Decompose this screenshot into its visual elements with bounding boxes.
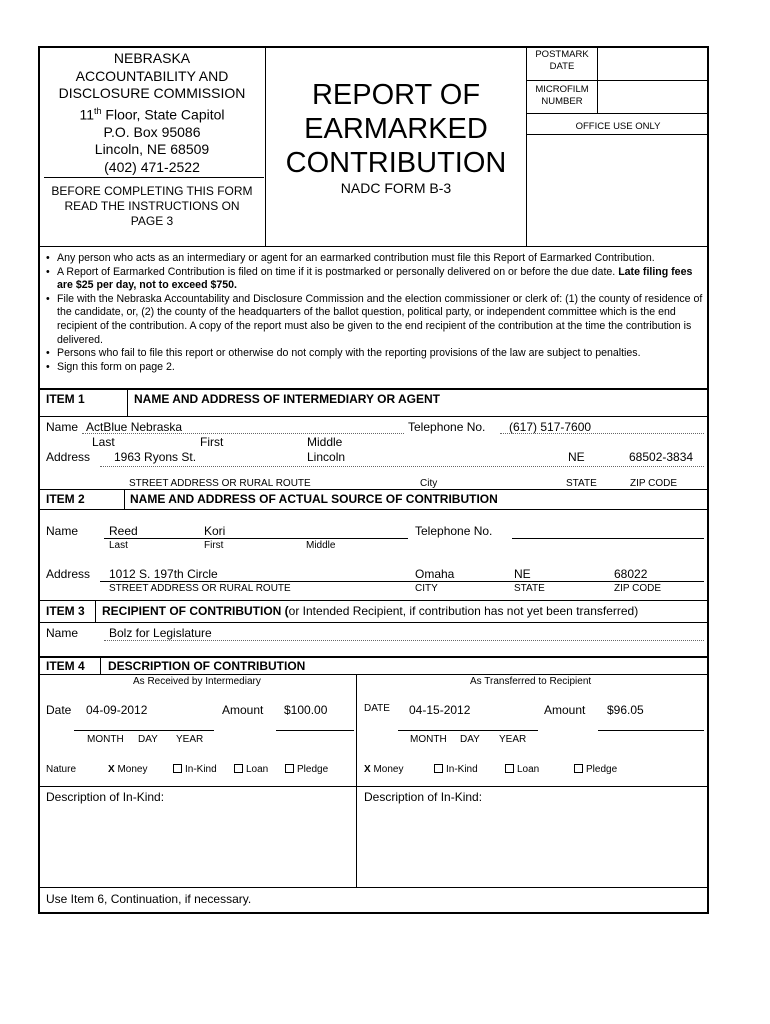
item2-street-caption: STREET ADDRESS OR RURAL ROUTE bbox=[109, 583, 291, 594]
transferred-desc-label: Description of In-Kind: bbox=[364, 790, 483, 804]
item1-name-label: Name bbox=[46, 420, 79, 434]
item2-state-caption: STATE bbox=[514, 583, 545, 594]
transferred-inkind-checkbox[interactable] bbox=[434, 764, 443, 773]
item2-city-caption: CITY bbox=[415, 583, 438, 594]
agency-line3: DISCLOSURE COMMISSION bbox=[58, 85, 246, 101]
transferred-desc-field[interactable] bbox=[360, 806, 704, 884]
received-loan-option[interactable]: Loan bbox=[234, 764, 268, 775]
transferred-pledge-checkbox[interactable] bbox=[574, 764, 583, 773]
item2-name-label: Name bbox=[46, 524, 79, 538]
item1-address-line bbox=[100, 466, 704, 467]
item4-heading: DESCRIPTION OF CONTRIBUTION bbox=[108, 659, 306, 673]
transferred-pledge-option[interactable]: Pledge bbox=[574, 764, 617, 775]
received-date-value[interactable]: 04-09-2012 bbox=[86, 703, 148, 717]
received-money-option[interactable]: X Money bbox=[108, 764, 148, 775]
instruction-5: • Sign this form on page 2. bbox=[45, 361, 705, 375]
item3-top-rule bbox=[39, 600, 708, 601]
inkind-top-rule bbox=[39, 786, 708, 787]
received-amount-label: Amount bbox=[222, 703, 264, 717]
continuation-rule bbox=[39, 887, 708, 888]
item4-column-divider bbox=[356, 674, 357, 887]
received-amount-value[interactable]: $100.00 bbox=[284, 703, 328, 717]
item3-num-divider bbox=[95, 600, 96, 622]
instruction-3: • File with the Nebraska Accountability and Disclosure Commission and the election commissioner or clerk of: (1) the county of residence of the candidate, or, (2) the county of the headquarters of the ballot question, political party, or independent committee which is the end recipient of the contribution. A copy of the report must also be given to the end recipient of the contribution at the time the contribution is delivered. bbox=[45, 293, 705, 347]
item1-phone-value[interactable]: (617) 517-7600 bbox=[509, 420, 592, 434]
instruction-2: • A Report of Earmarked Contribution is filed on time if it is postmarked or personally delivered on or before the due date. Late filing fees are $25 per day, not to exceed $750. bbox=[45, 266, 705, 293]
item1-state-value[interactable]: NE bbox=[568, 450, 585, 464]
item3-name-label: Name bbox=[46, 626, 79, 640]
transferred-date-label: DATE bbox=[364, 703, 390, 714]
item4-top-rule bbox=[39, 656, 708, 658]
item1-top-rule bbox=[39, 388, 708, 390]
transferred-loan-checkbox[interactable] bbox=[505, 764, 514, 773]
transferred-loan-option[interactable]: Loan bbox=[505, 764, 539, 775]
received-inkind-option[interactable]: In-Kind bbox=[173, 764, 217, 775]
item2-phone-label: Telephone No. bbox=[415, 524, 493, 538]
agency-block bbox=[40, 50, 264, 176]
item1-first-caption: First bbox=[200, 435, 224, 449]
item2-num-divider bbox=[124, 489, 125, 509]
item1-last-caption: Last bbox=[92, 435, 115, 449]
agency-box: P.O. Box 95086 bbox=[103, 123, 201, 140]
transferred-money-option[interactable]: X Money bbox=[364, 764, 404, 775]
received-desc-label: Description of In-Kind: bbox=[46, 790, 165, 804]
item2-phone-line bbox=[512, 538, 704, 539]
received-loan-checkbox[interactable] bbox=[234, 764, 243, 773]
item2-heading: NAME AND ADDRESS OF ACTUAL SOURCE OF CONTRIBUTION bbox=[130, 492, 498, 506]
received-date-label: Date bbox=[46, 703, 72, 717]
received-inkind-checkbox[interactable] bbox=[173, 764, 182, 773]
item1-street-value[interactable]: 1963 Ryons St. bbox=[114, 450, 197, 464]
office-use-label: OFFICE USE ONLY bbox=[575, 121, 661, 132]
item2-street-value[interactable]: 1012 S. 197th Circle bbox=[109, 567, 218, 581]
item2-zip-value[interactable]: 68022 bbox=[614, 567, 648, 581]
transferred-amount-line bbox=[598, 730, 704, 731]
item1-state-caption: STATE bbox=[566, 478, 597, 489]
item4-number: ITEM 4 bbox=[46, 659, 85, 673]
item2-middle-caption: Middle bbox=[306, 540, 336, 551]
item2-header-rule bbox=[39, 509, 708, 510]
item3-number: ITEM 3 bbox=[46, 604, 85, 618]
agency-floor: 11th Floor, State Capitol bbox=[79, 105, 225, 123]
item2-city-value[interactable]: Omaha bbox=[415, 567, 455, 581]
item2-last-value[interactable]: Reed bbox=[109, 524, 138, 538]
item1-city-value[interactable]: Lincoln bbox=[307, 450, 346, 464]
item2-address-label: Address bbox=[46, 567, 91, 581]
item1-number: ITEM 1 bbox=[46, 392, 85, 406]
item2-zip-caption: ZIP CODE bbox=[614, 583, 662, 594]
item1-header-rule bbox=[39, 416, 708, 417]
header-divider-2 bbox=[526, 47, 527, 247]
transferred-inkind-option[interactable]: In-Kind bbox=[434, 764, 478, 775]
received-date-line bbox=[74, 730, 214, 731]
postmark-rule bbox=[526, 80, 708, 81]
item3-name-value[interactable]: Bolz for Legislature bbox=[109, 626, 212, 640]
transferred-year: YEAR bbox=[499, 734, 527, 745]
received-day: DAY bbox=[138, 734, 158, 745]
item1-zip-value[interactable]: 68502-3834 bbox=[629, 450, 694, 464]
item2-first-value[interactable]: Kori bbox=[204, 524, 226, 538]
item1-address-label: Address bbox=[46, 450, 91, 464]
header-bottom-rule bbox=[39, 246, 708, 247]
received-pledge-option[interactable]: Pledge bbox=[285, 764, 328, 775]
item4-num-divider bbox=[100, 657, 101, 674]
microfilm-rule bbox=[526, 113, 708, 114]
transferred-caption: As Transferred to Recipient bbox=[470, 676, 592, 687]
nature-label: Nature bbox=[46, 764, 77, 775]
item1-street-caption: STREET ADDRESS OR RURAL ROUTE bbox=[129, 478, 311, 489]
received-desc-field[interactable] bbox=[42, 806, 352, 884]
received-year: YEAR bbox=[176, 734, 204, 745]
item1-phone-line bbox=[500, 433, 704, 434]
item2-state-value[interactable]: NE bbox=[514, 567, 531, 581]
item1-num-divider bbox=[127, 389, 128, 416]
item1-heading: NAME AND ADDRESS OF INTERMEDIARY OR AGENT bbox=[134, 392, 441, 406]
transferred-amount-label: Amount bbox=[544, 703, 586, 717]
item3-name-line bbox=[104, 640, 704, 641]
agency-phone: (402) 471-2522 bbox=[104, 158, 200, 175]
received-amount-line bbox=[276, 730, 354, 731]
item1-phone-label: Telephone No. bbox=[408, 420, 486, 434]
postmark-label: POSTMARK DATE bbox=[535, 49, 589, 72]
received-caption: As Received by Intermediary bbox=[133, 676, 261, 687]
item1-zip-caption: ZIP CODE bbox=[630, 478, 678, 489]
item2-name-line bbox=[104, 538, 408, 539]
item1-middle-caption: Middle bbox=[307, 435, 343, 449]
transferred-day: DAY bbox=[460, 734, 480, 745]
agency-line2: ACCOUNTABILITY AND bbox=[75, 67, 229, 84]
office-use-rule bbox=[526, 134, 708, 135]
instruction-1: • Any person who acts as an intermediary or agent for an earmarked contribution must file this Report of Earmarked Contribution. bbox=[45, 252, 705, 266]
item2-first-caption: First bbox=[204, 540, 224, 551]
item2-address-line bbox=[100, 581, 704, 582]
item2-number: ITEM 2 bbox=[46, 492, 85, 506]
instructions-list bbox=[45, 252, 705, 374]
before-note: BEFORE COMPLETING THIS FORM READ THE INSTRUCTIONS ON PAGE 3 bbox=[51, 184, 253, 228]
transferred-month: MONTH bbox=[410, 734, 447, 745]
item3-header-rule bbox=[39, 622, 708, 623]
microfilm-label: MICROFILM NUMBER bbox=[535, 84, 589, 107]
transferred-date-value[interactable]: 04-15-2012 bbox=[409, 703, 471, 717]
agency-line1: NEBRASKA bbox=[113, 50, 191, 66]
item3-heading: RECIPIENT OF CONTRIBUTION (or Intended Recipient, if contribution has not yet been transferred) bbox=[102, 604, 639, 618]
item2-top-rule bbox=[39, 489, 708, 490]
item4-header-rule bbox=[39, 674, 708, 675]
received-pledge-checkbox[interactable] bbox=[285, 764, 294, 773]
form-number: NADC FORM B-3 bbox=[340, 180, 452, 196]
form-title: REPORT OF EARMARKED CONTRIBUTION bbox=[285, 79, 507, 179]
header-rule-left bbox=[44, 177, 264, 178]
transferred-date-line bbox=[398, 730, 538, 731]
agency-city: Lincoln, NE 68509 bbox=[94, 141, 210, 158]
item2-last-caption: Last bbox=[109, 540, 128, 551]
continuation-note: Use Item 6, Continuation, if necessary. bbox=[46, 892, 252, 906]
item1-name-value[interactable]: ActBlue Nebraska bbox=[86, 420, 183, 434]
received-month: MONTH bbox=[87, 734, 124, 745]
item1-city-caption: City bbox=[420, 478, 438, 489]
transferred-amount-value[interactable]: $96.05 bbox=[607, 703, 644, 717]
instruction-4: • Persons who fail to file this report or otherwise do not comply with the reporting provisions of the law are subject to penalties. bbox=[45, 347, 705, 361]
item1-name-line bbox=[82, 433, 404, 434]
